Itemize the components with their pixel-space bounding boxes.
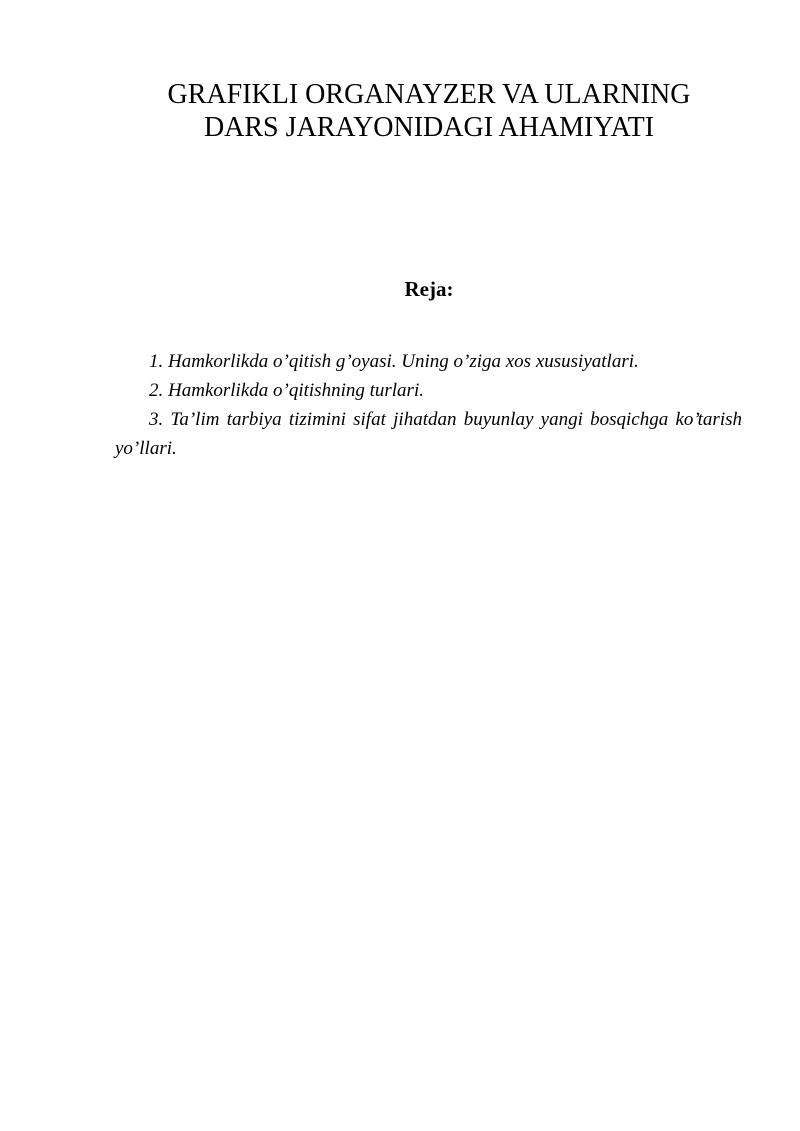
plan-list [115,347,742,463]
title-line-2: DARS JARAYONIDAGI AHAMIYATI [203,112,655,143]
document-title [110,78,748,144]
title-line-1: GRAFIKLI ORGANAYZER VA ULARNING [167,79,691,110]
plan-item-1: 1. Hamkorlikda o’qitish g’oyasi. Uning o’ziga xos xususiyatlari. [149,351,639,372]
plan-item-3: 3. Ta’lim tarbiya tizimini sifat jihatdan buyunlay yangi bosqichga ko’tarish yo’llari. [115,409,742,459]
plan-item-2: 2. Hamkorlikda o’qitishning turlari. [149,380,424,401]
plan-heading: Reja: [404,277,454,301]
